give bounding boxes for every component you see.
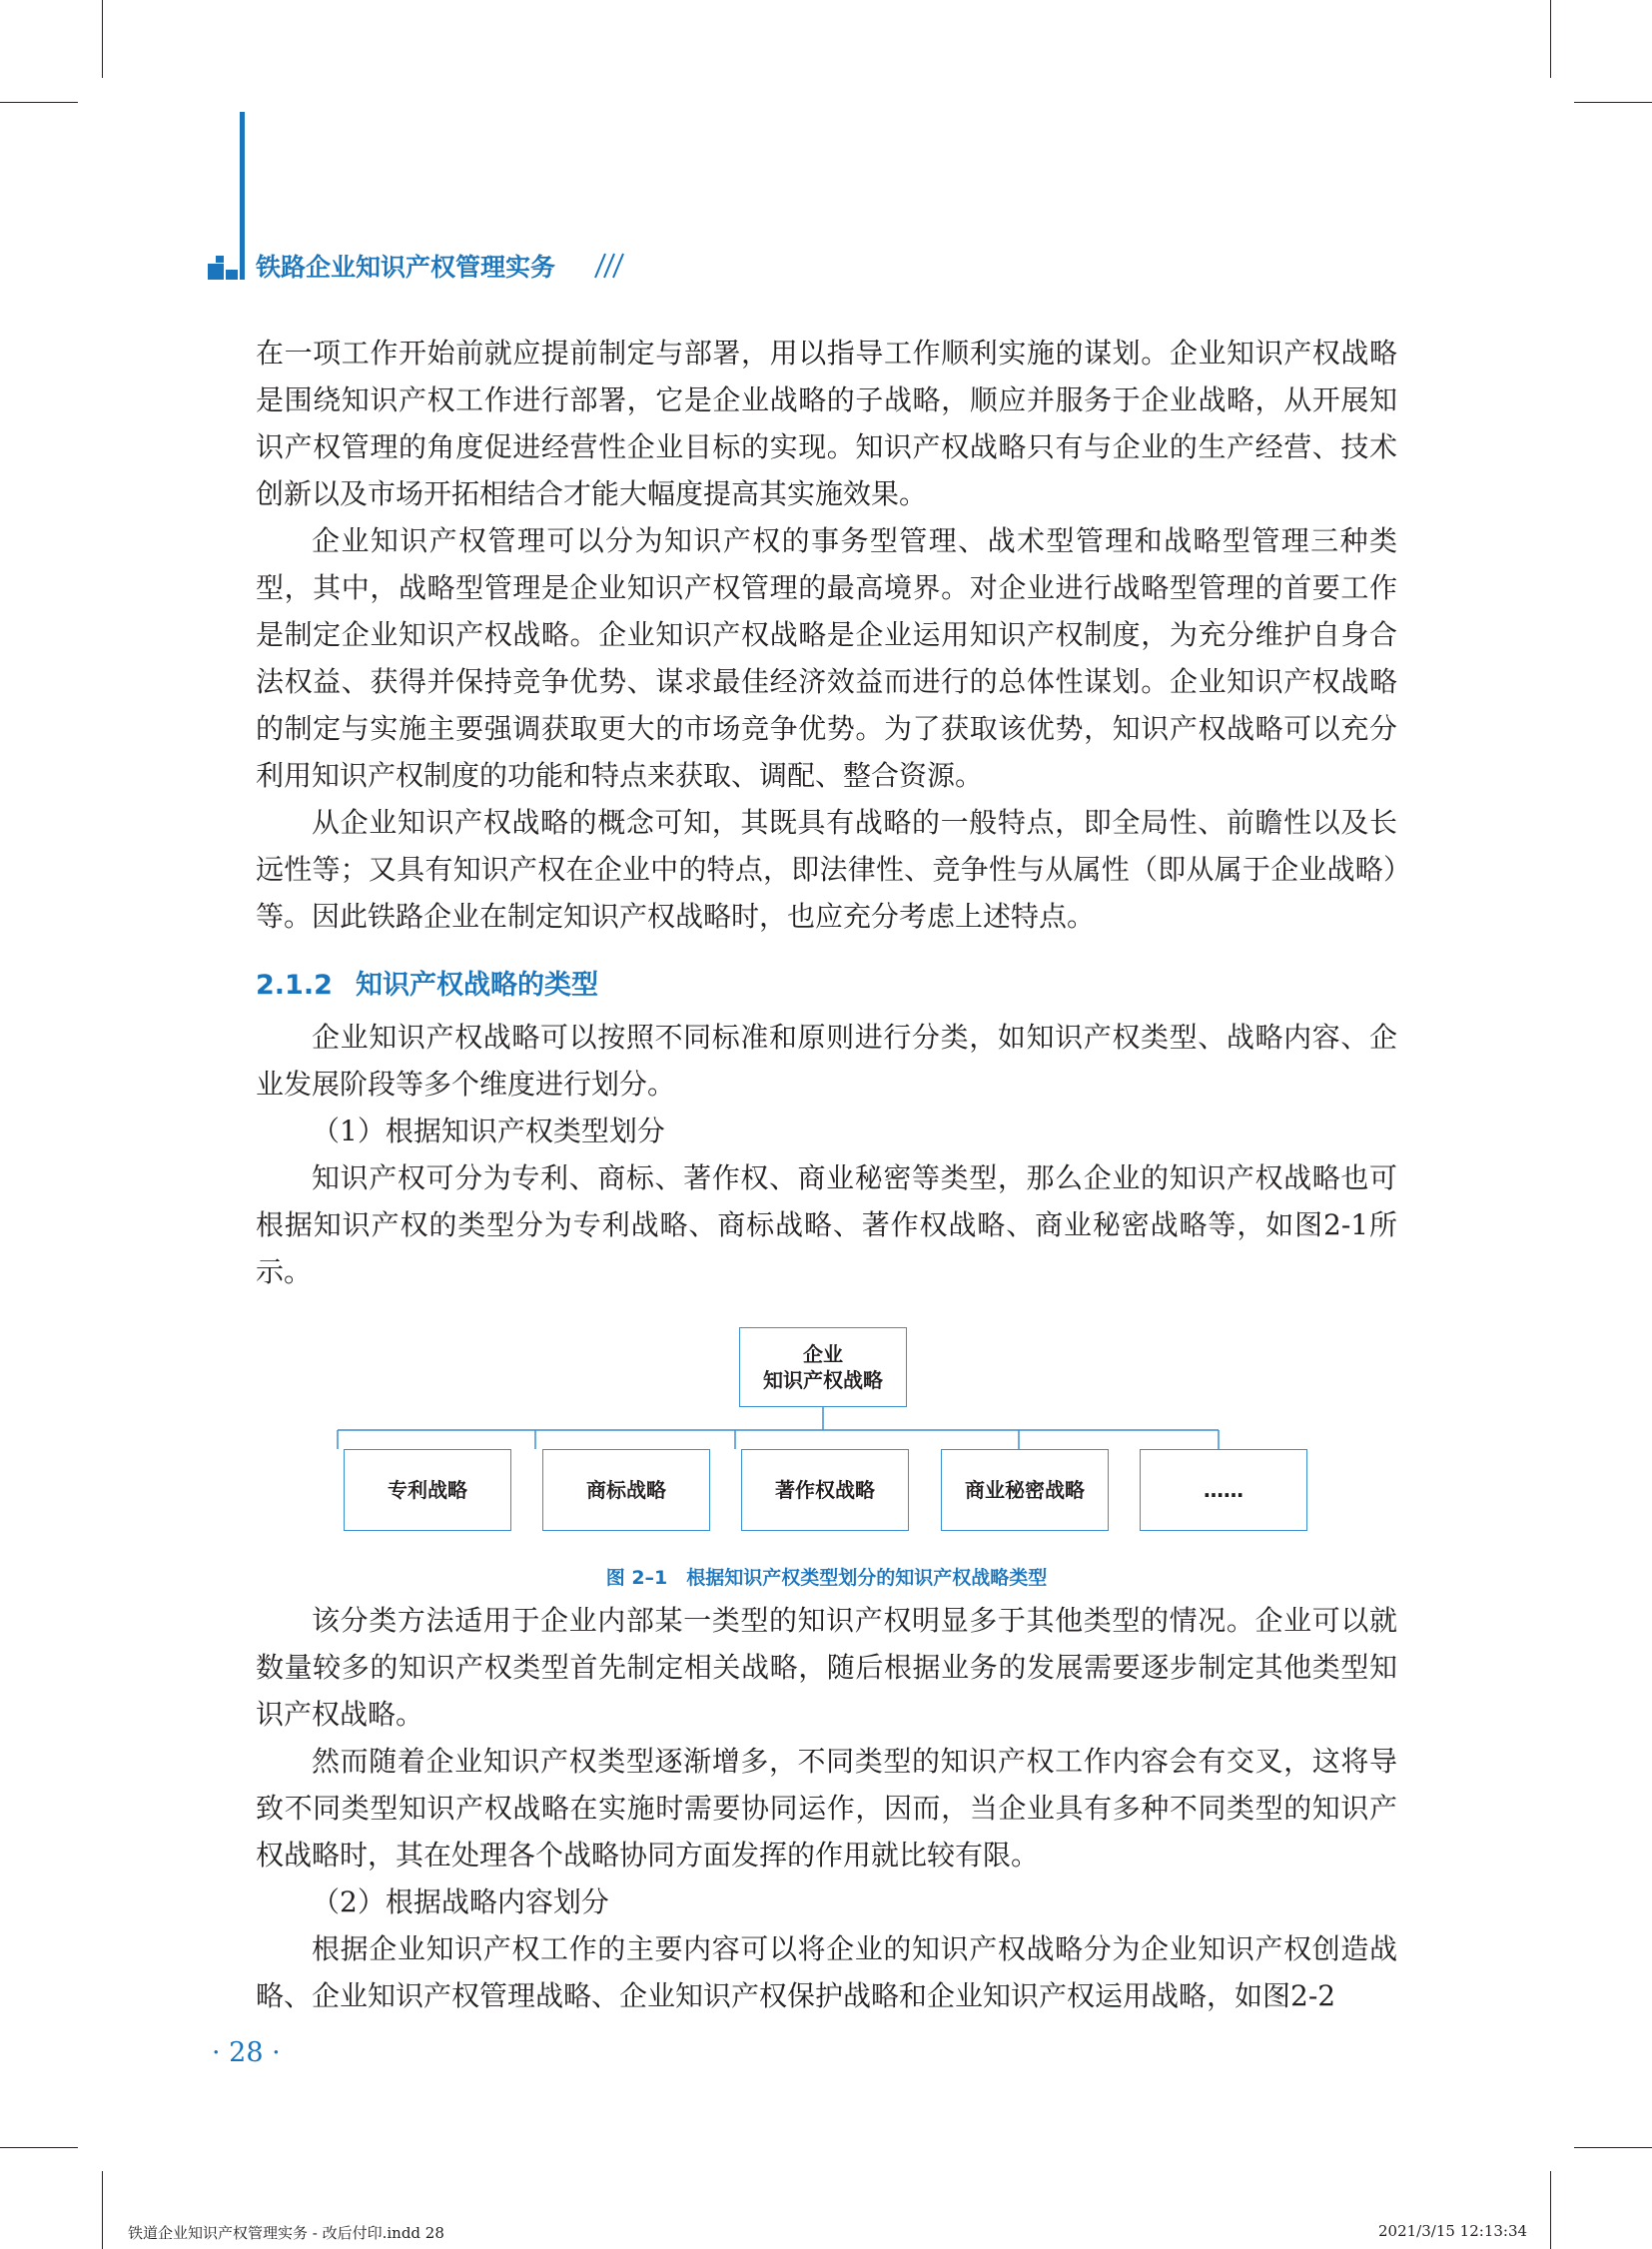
page-number: · 28 · [212, 2037, 281, 2068]
body-paragraph: 在一项工作开始前就应提前制定与部署，用以指导工作顺利实施的谋划。企业知识产权战略是围绕知识产权工作进行部署，它是企业战略的子战略，顺应并服务于企业战略，从开展知识产权管理的角度促进经营性企业目标的实现。知识产权战略只有与企业的生产经营、技术创新以及市场开拓相结合才能大幅度提高其实施效果。 [256, 337, 1397, 510]
header-slashes-icon [587, 252, 627, 280]
body-paragraph: 企业知识产权管理可以分为知识产权的事务型管理、战术型管理和战略型管理三种类型，其中，战略型管理是企业知识产权管理的最高境界。对企业进行战略型管理的首要工作是制定企业知识产权战略。企业知识产权战略是企业运用知识产权制度，为充分维护自身合法权益、获得并保持竞争优势、谋求最佳经济效益而进行的总体性谋划。企业知识产权战略的制定与实施主要强调获取更大的市场竞争优势。为了获取该优势，知识产权战略可以充分利用知识产权制度的功能和特点来获取、调配、整合资源。 [256, 524, 1397, 792]
section-number: 2.1.2 [256, 970, 333, 1001]
running-header-title: 铁路企业知识产权管理实务 [256, 253, 556, 282]
diagram-node-copyright: 著作权战略 [741, 1449, 909, 1531]
diagram-root-node [739, 1327, 907, 1407]
body-paragraph: 企业知识产权战略可以按照不同标准和原则进行分类，如知识产权类型、战略内容、企业发展阶段等多个维度进行划分。 [256, 1021, 1397, 1101]
crop-mark-tl-h [0, 102, 78, 103]
crop-mark-br-v [1550, 2171, 1551, 2249]
root-node-line1: 企业 [803, 1342, 843, 1366]
diagram-node-patent: 专利战略 [344, 1449, 511, 1531]
diagram-node-trade-secret: 商业秘密战略 [941, 1449, 1109, 1531]
print-slug-file: 铁道企业知识产权管理实务 - 改后付印.indd 28 [128, 2224, 444, 2242]
section-title: 知识产权战略的类型 [356, 970, 598, 1001]
page-body [256, 330, 1397, 2019]
root-node-line2: 知识产权战略 [763, 1368, 883, 1392]
figure-2-1 [256, 1325, 1397, 1597]
body-paragraph: 该分类方法适用于企业内部某一类型的知识产权明显多于其他类型的情况。企业可以就数量较多的知识产权类型首先制定相关战略，随后根据业务的发展需要逐步制定其他类型知识产权战略。 [256, 1604, 1397, 1731]
figure-caption: 图 2–1 根据知识产权类型划分的知识产权战略类型 [605, 1567, 1048, 1589]
diagram-node-trademark: 商标战略 [542, 1449, 710, 1531]
body-paragraph: 知识产权可分为专利、商标、著作权、商业秘密等类型，那么企业的知识产权战略也可根据知识产权的类型分为专利战略、商标战略、著作权战略、商业秘密战略等，如图2-1所示。 [256, 1161, 1397, 1288]
body-paragraph: 然而随着企业知识产权类型逐渐增多，不同类型的知识产权工作内容会有交叉，这将导致不同类型知识产权战略在实施时需要协同运作，因而，当企业具有多种不同类型的知识产权战略时，其在处理各个战略协同方面发挥的作用就比较有限。 [256, 1745, 1397, 1872]
crop-mark-bl-v [102, 2171, 103, 2249]
header-blocks-icon [208, 248, 242, 282]
section-heading [256, 962, 1397, 1010]
crop-mark-tr-v [1550, 0, 1551, 78]
subheading: （1）根据知识产权类型划分 [312, 1115, 665, 1147]
body-paragraph: 根据企业知识产权工作的主要内容可以将企业的知识产权战略分为企业知识产权创造战略、企业知识产权管理战略、企业知识产权保护战略和企业知识产权运用战略，如图2-2 [256, 1932, 1397, 2012]
print-slug-date: 2021/3/15 12:13:34 [1378, 2222, 1528, 2240]
body-paragraph: 从企业知识产权战略的概念可知，其既具有战略的一般特点，即全局性、前瞻性以及长远性等；又具有知识产权在企业中的特点，即法律性、竞争性与从属性（即从属于企业战略）等。因此铁路企业在制定知识产权战略时，也应充分考虑上述特点。 [256, 806, 1397, 933]
crop-mark-tr-h [1574, 102, 1652, 103]
diagram-node-more: …… [1140, 1449, 1307, 1531]
crop-mark-br-h [1574, 2147, 1652, 2148]
crop-mark-tl-v [102, 0, 103, 78]
subheading: （2）根据战略内容划分 [312, 1885, 609, 1918]
crop-mark-bl-h [0, 2147, 78, 2148]
